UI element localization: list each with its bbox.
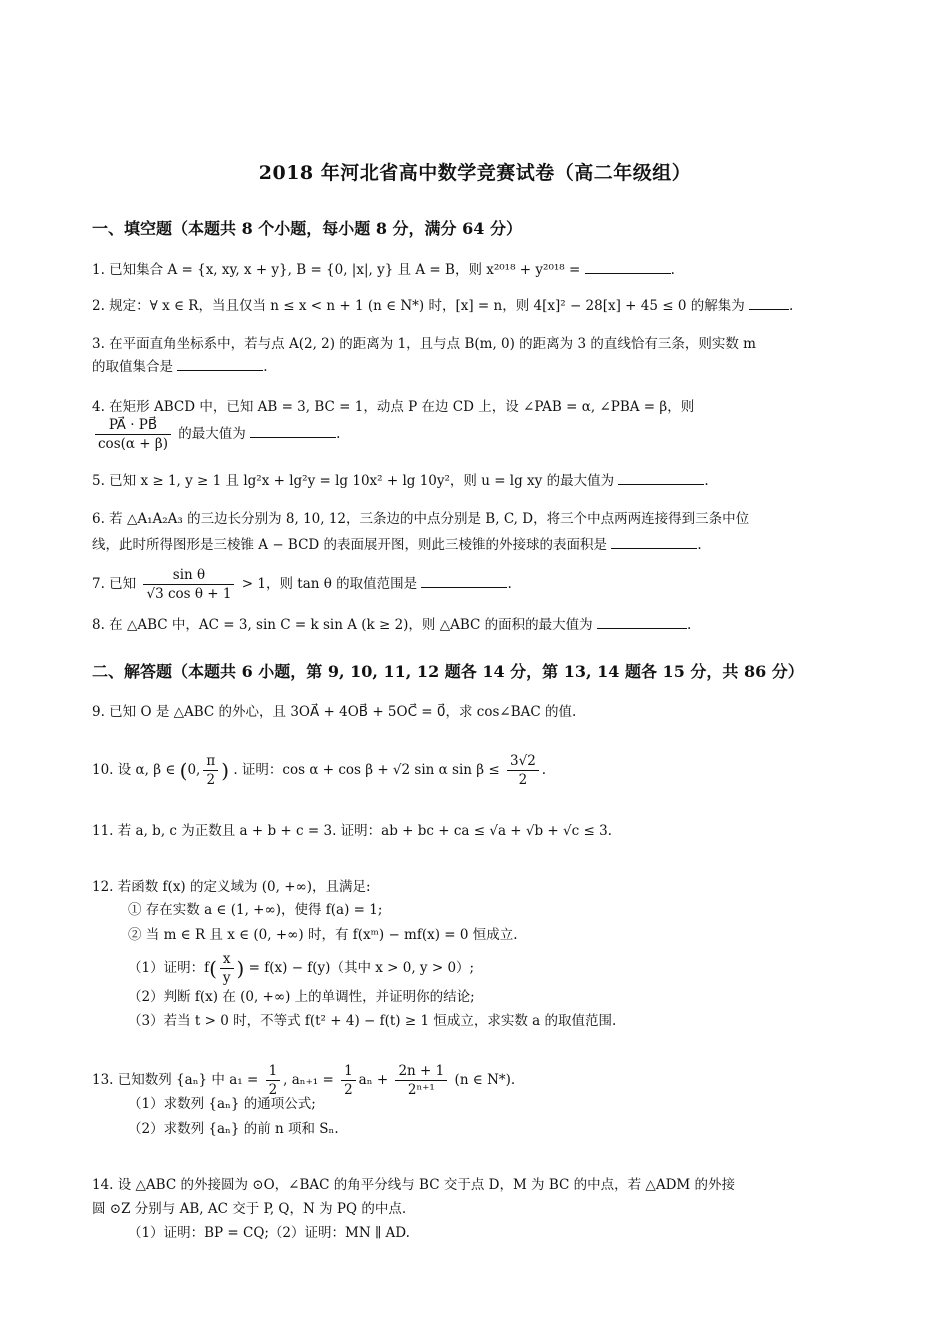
question-4-text: 的最大值为 bbox=[178, 426, 246, 442]
fraction-denominator: √3 cos θ + 1 bbox=[146, 586, 232, 602]
question-10-rhs bbox=[507, 752, 539, 789]
fraction-numerator: 1 bbox=[266, 1062, 281, 1081]
fraction-denominator: y bbox=[222, 970, 231, 986]
question-7-prefix: 7. 已知 bbox=[92, 576, 137, 592]
x-over-y bbox=[220, 950, 234, 987]
question-4-fraction bbox=[95, 416, 171, 453]
question-6-line-2: 线，此时所得图形是三棱锥 A − BCD 的表面展开图，则此三棱锥的外接球的表面积是 . bbox=[92, 537, 702, 553]
section-solutions-heading: 二、解答题（本题共 6 小题，第 9, 10, 11, 12 题各 14 分，第 13, 14 题各 15 分，共 86 分） bbox=[92, 662, 804, 681]
question-9: 9. 已知 O 是 △ABC 的外心，且 3OA⃗ + 4OB⃗ + 5OC⃗ = 0⃗，求 cos∠BAC 的值. bbox=[92, 704, 577, 720]
question-10: 10. 设 α, β ∈ (0, $\frac{\pi}{2}$ ) . 证明：cos α + cos β + √2 sin α sin β ≤ $\frac{3√2}{2}$ . bbox=[92, 753, 547, 788]
pi-over-two bbox=[203, 752, 218, 789]
question-14-line-2: 圆 ⊙Z 分别与 AB, AC 交于 P, Q，N 为 PQ 的中点. bbox=[92, 1201, 407, 1217]
question-3-line-2: 的取值集合是 . bbox=[92, 359, 268, 375]
question-12-part-1 bbox=[128, 950, 896, 987]
paren-close: ) bbox=[236, 956, 245, 981]
question-12-part-3: （3）若当 t > 0 时，不等式 f(t² + 4) − f(t) ≥ 1 恒成立，求实数 a 的取值范围. bbox=[128, 1013, 617, 1029]
fraction-denominator: 2 bbox=[268, 1082, 278, 1098]
question-13-prefix: 13. 已知数列 {aₙ} 中 a₁ = bbox=[92, 1072, 259, 1088]
question-4-line-1: 4. 在矩形 ABCD 中，已知 AB = 3, BC = 1，动点 P 在边 CD 上，设 ∠PAB = α, ∠PBA = β，则 bbox=[92, 399, 695, 415]
question-4-line-2: $\frac{PA⃗ \cdot PB⃗}{\cos(\alpha + \beta)}$ 的最大值为 . bbox=[92, 416, 860, 453]
question-14-line-1: 14. 设 △ABC 的外接圆为 ⊙O，∠BAC 的角平分线与 BC 交于点 D，M 为 BC 的中点，若 △ADM 的外接 bbox=[92, 1177, 736, 1193]
section-fill-in-heading: 一、填空题（本题共 8 个小题，每小题 8 分，满分 64 分） bbox=[92, 219, 522, 238]
answer-blank bbox=[597, 627, 687, 629]
question-3-line-1: 3. 在平面直角坐标系中，若与点 A(2, 2) 的距离为 1，且与点 B(m, 0) 的距离为 3 的直线恰有三条，则实数 m bbox=[92, 336, 756, 352]
fraction-numerator: 3√2 bbox=[507, 752, 539, 771]
question-5: 5. 已知 x ≥ 1, y ≥ 1 且 lg²x + lg²y = lg 10x² + lg 10y²，则 u = lg xy 的最大值为 . bbox=[92, 473, 709, 489]
fraction-numerator: sin θ bbox=[143, 566, 234, 585]
question-7-fraction bbox=[143, 566, 234, 603]
fraction-denominator: 2 bbox=[518, 772, 528, 788]
paren-open: ( bbox=[209, 956, 217, 981]
question-13-part-1: （1）求数列 {aₙ} 的通项公式; bbox=[128, 1096, 316, 1112]
question-8: 8. 在 △ABC 中，AC = 3, sin C = k sin A (k ≥ 2)，则 △ABC 的面积的最大值为 . bbox=[92, 617, 692, 633]
question-2-text: 2. 规定：∀ x ∈ R，当且仅当 n ≤ x < n + 1 (n ∈ N*) 时，[x] = n，则 4[x]² − 28[x] + 45 ≤ 0 的解集为 bbox=[92, 298, 745, 314]
part-1-text: = f(x) − f(y)（其中 x > 0, y > 0）; bbox=[248, 960, 475, 976]
fraction-numerator: π bbox=[203, 752, 218, 771]
interval-left: 0, bbox=[187, 762, 201, 778]
question-7: 7. 已知 $\frac{\text{sin θ}}{\text{√3 cos θ + 1}}$ > 1，则 tan θ 的取值范围是 . bbox=[92, 567, 512, 602]
question-3-text: 的取值集合是 bbox=[92, 359, 173, 375]
fraction-numerator: PA⃗ · PB⃗ bbox=[95, 416, 171, 435]
recurrence-text: , aₙ₊₁ = bbox=[283, 1072, 334, 1088]
question-7-text: > 1，则 tan θ 的取值范围是 bbox=[241, 576, 418, 592]
question-6-line-1: 6. 若 △A₁A₂A₃ 的三边长分别为 8, 10, 12，三条边的中点分别是 B, C, D，将三个中点两两连接得到三条中位 bbox=[92, 511, 750, 527]
answer-blank bbox=[250, 436, 336, 438]
answer-blank bbox=[421, 586, 507, 588]
paren-open: ( bbox=[179, 758, 188, 783]
fraction-numerator: x bbox=[220, 950, 234, 969]
question-13-tail: (n ∈ N*). bbox=[454, 1072, 516, 1088]
question-12-part-2: （2）判断 f(x) 在 (0, +∞) 上的单调性，并证明你的结论; bbox=[128, 989, 475, 1005]
question-5-text: 5. 已知 x ≥ 1, y ≥ 1 且 lg²x + lg²y = lg 10x² + lg 10y²，则 u = lg xy 的最大值为 bbox=[92, 473, 615, 489]
question-13-part-2: （2）求数列 {aₙ} 的前 n 项和 Sₙ. bbox=[128, 1121, 339, 1137]
page-title: 2018 年河北省高中数学竞赛试卷（高二年级组） bbox=[258, 162, 692, 184]
fraction-denominator: 2 bbox=[344, 1082, 353, 1098]
part-1-prefix: （1）证明：f bbox=[128, 960, 210, 976]
answer-blank bbox=[749, 308, 789, 310]
answer-blank bbox=[177, 369, 263, 371]
fraction-numerator: 2n + 1 bbox=[395, 1062, 447, 1081]
question-10-prefix: 10. 设 α, β ∈ bbox=[92, 762, 176, 778]
paren-close: ) bbox=[221, 758, 230, 783]
question-11: 11. 若 a, b, c 为正数且 a + b + c = 3. 证明：ab + bc + ca ≤ √a + √b + √c ≤ 3. bbox=[92, 823, 612, 839]
question-14-parts: （1）证明：BP = CQ;（2）证明：MN ∥ AD. bbox=[128, 1225, 410, 1241]
question-12-line-1: 12. 若函数 f(x) 的定义域为 (0, +∞)，且满足: bbox=[92, 879, 371, 895]
question-6-text: 线，此时所得图形是三棱锥 A − BCD 的表面展开图，则此三棱锥的外接球的表面积是 bbox=[92, 537, 608, 553]
answer-blank bbox=[585, 272, 671, 274]
question-1: 1. 已知集合 A = {x, xy, x + y}, B = {0, |x|, y} 且 A = B，则 x²⁰¹⁸ + y²⁰¹⁸ = . bbox=[92, 262, 675, 278]
question-12-condition-1: ① 存在实数 a ∈ (1, +∞)，使得 f(a) = 1; bbox=[128, 902, 383, 918]
question-8-text: 8. 在 △ABC 中，AC = 3, sin C = k sin A (k ≥ 2)，则 △ABC 的面积的最大值为 bbox=[92, 617, 593, 633]
question-12-condition-2: ② 当 m ∈ R 且 x ∈ (0, +∞) 时，有 f(xᵐ) − mf(x) = 0 恒成立. bbox=[128, 927, 518, 943]
fraction-denominator: 2 bbox=[206, 772, 216, 788]
fraction-denominator: 2ⁿ⁺¹ bbox=[407, 1082, 435, 1098]
answer-blank bbox=[618, 483, 704, 485]
question-1-text: 1. 已知集合 A = {x, xy, x + y}, B = {0, |x|, y} 且 A = B，则 x²⁰¹⁸ + y²⁰¹⁸ = bbox=[92, 262, 581, 278]
recurrence-term: aₙ + bbox=[358, 1072, 389, 1088]
question-10-text: . 证明：cos α + cos β + √2 sin α sin β ≤ bbox=[233, 762, 500, 778]
fraction-numerator: 1 bbox=[341, 1062, 356, 1081]
question-2: 2. 规定：∀ x ∈ R，当且仅当 n ≤ x < n + 1 (n ∈ N*) 时，[x] = n，则 4[x]² − 28[x] + 45 ≤ 0 的解集为 . bbox=[92, 298, 794, 314]
fraction-denominator: cos(α + β) bbox=[98, 436, 168, 452]
answer-blank bbox=[611, 547, 697, 549]
